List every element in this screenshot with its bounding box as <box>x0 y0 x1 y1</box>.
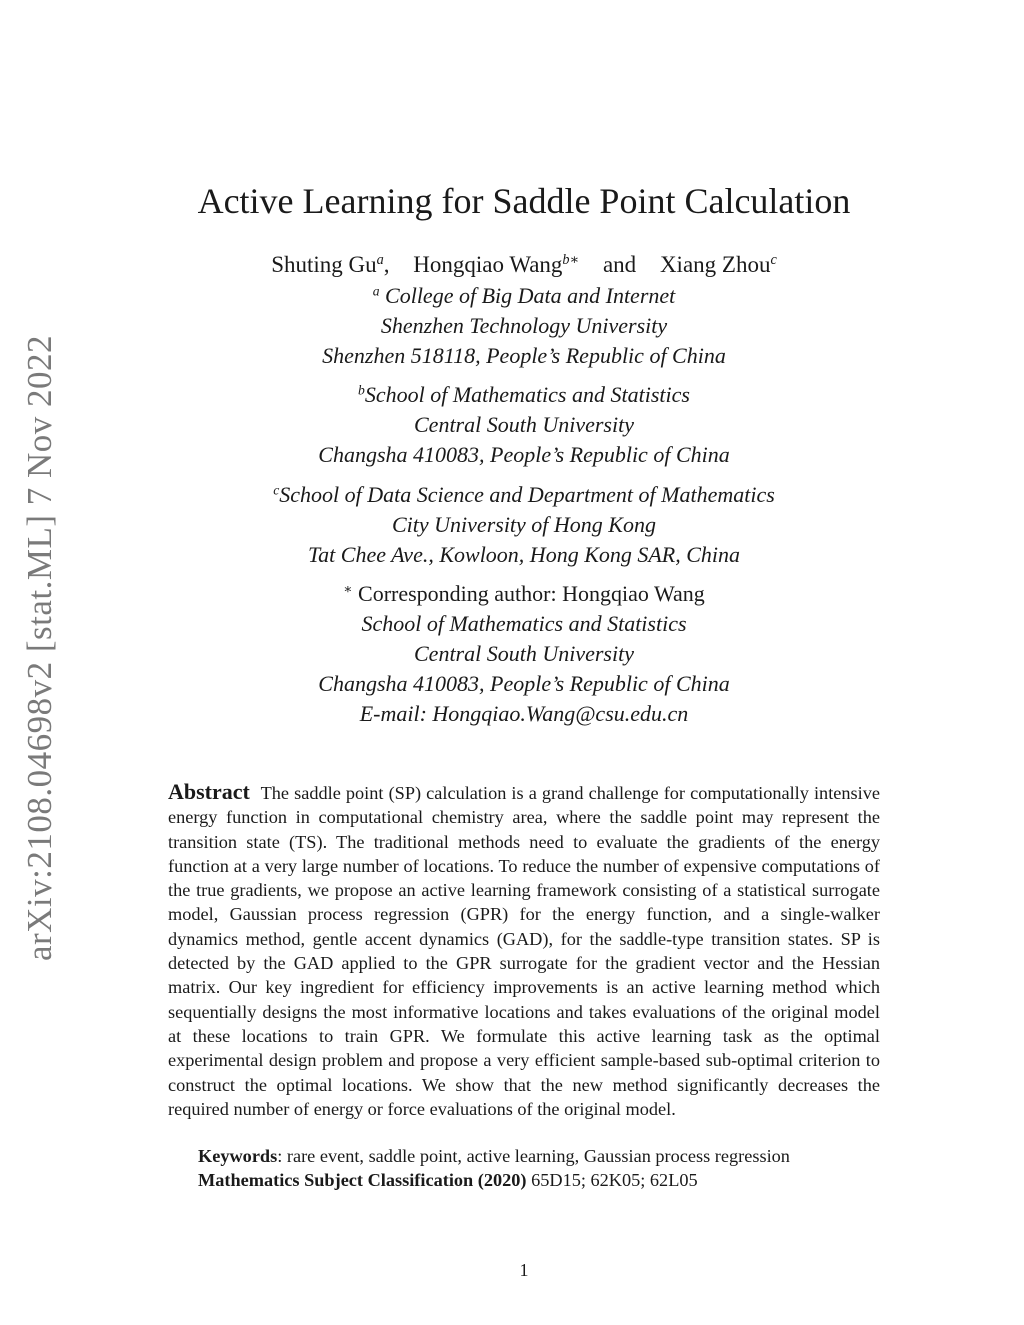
author-list: Shuting Gu$^a$, Hongqiao Wang$^{b∗}$ and Xiang Zhou$^c$ <box>271 252 777 277</box>
corresponding-line3: Central South University <box>414 641 634 666</box>
affiliation-c-line2: City University of Hong Kong <box>392 512 656 537</box>
abstract <box>168 780 880 1121</box>
page-number: 1 <box>519 1260 529 1280</box>
author-3: Xiang Zhou <box>659 252 771 277</box>
author-2-sup: b∗ <box>562 252 580 269</box>
affiliation-b-line2: Central South University <box>414 412 634 437</box>
msc-classification <box>198 1168 698 1192</box>
msc-label: Mathematics Subject Classification (2020) <box>198 1170 527 1190</box>
affiliation-b-line1: School of Mathematics and Statistics <box>364 382 690 407</box>
paper-title: Active Learning for Saddle Point Calculation <box>197 181 851 221</box>
author-2: Hongqiao Wang <box>413 252 563 277</box>
corresponding-author <box>0 579 1024 729</box>
affiliation-c <box>0 480 1024 570</box>
author-3-sup: c <box>770 252 777 269</box>
arxiv-identifier: arXiv:2108.04698v2 [stat.ML] 7 Nov 2022 <box>20 334 59 962</box>
corresponding-line1: Corresponding author: Hongqiao Wang <box>358 581 705 606</box>
corresponding-line2: School of Mathematics and Statistics <box>361 611 687 636</box>
author-1-sup: a <box>376 252 384 269</box>
affiliation-a-line3: Shenzhen 518118, People’s Republic of China <box>322 343 726 368</box>
abstract-heading: Abstract <box>168 779 250 804</box>
abstract-text: The saddle point (SP) calculation is a grand challenge for computationally intensive energy function in computational chemistry area, where the saddle point may represent the transition state (TS). The traditional methods need to evaluate the gradients of the energy function at a very large number of locations. To reduce the number of expensive computations of the true gradients, we propose an active learning framework consisting of a statistical surrogate model, Gaussian process regression (GPR) for the energy function, and a single-walker dynamics method, gentle accent dynamics (GAD), for the saddle-type transition states. SP is detected by the GAD applied to the GPR surrogate for the gradient vector and the Hessian matrix. Our key ingredient for efficiency improvements is an active learning method which sequentially designs the most informative locations and takes evaluations of the original model at these locations to train GPR. We formulate this active learning task as the optimal experimental design problem and propose a very efficient sample-based sub-optimal criterion to construct the optimal locations. We show that the new method significantly decreases the required number of energy or force evaluations of the original model. <box>168 783 880 1119</box>
affiliation-c-sup: c <box>273 482 280 498</box>
affiliation-c-line3: Tat Chee Ave., Kowloon, Hong Kong SAR, China <box>307 542 741 567</box>
author-and: and <box>602 252 637 277</box>
affiliation-a-sup: a <box>372 283 380 299</box>
affiliation-a <box>0 281 1024 371</box>
corresponding-line4: Changsha 410083, People’s Republic of China <box>318 671 730 696</box>
affiliation-b-sup: b <box>358 382 365 398</box>
keywords-text: : rare event, saddle point, active learning, Gaussian process regression <box>277 1146 790 1166</box>
corresponding-email: E-mail: Hongqiao.Wang@csu.edu.cn <box>359 701 689 726</box>
affiliation-a-line2: Shenzhen Technology University <box>380 313 668 338</box>
affiliation-b <box>0 380 1024 470</box>
keywords-label: Keywords <box>198 1146 278 1166</box>
msc-text: 65D15; 62K05; 62L05 <box>526 1170 698 1190</box>
affiliation-b-line3: Changsha 410083, People’s Republic of China <box>318 442 730 467</box>
affiliation-a-line1: College of Big Data and Internet <box>385 283 676 308</box>
author-1: Shuting Gu <box>271 252 377 277</box>
affiliation-c-line1: School of Data Science and Department of Mathematics <box>279 482 775 507</box>
corresponding-sup: ∗ <box>343 581 353 597</box>
keywords <box>198 1144 790 1168</box>
